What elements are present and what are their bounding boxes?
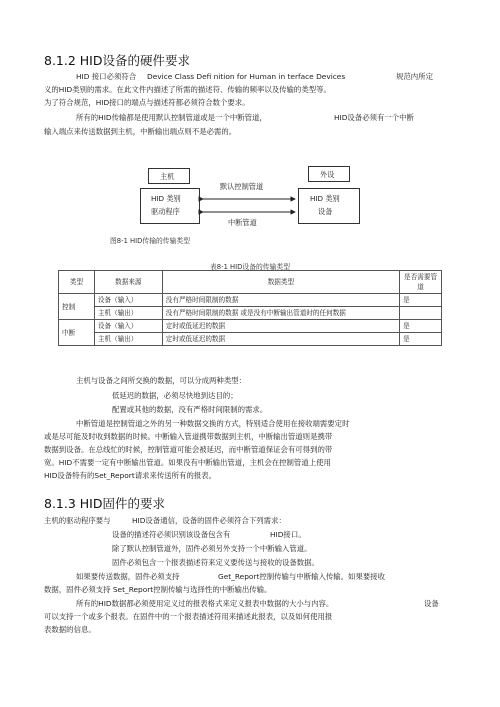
host-driver-line1: HID 类别 [151,194,181,203]
paragraph-line: 输入端点来传送数据到主机，中断输出端点则不是必需的。 [44,127,237,136]
table-row [59,320,442,333]
table-header-row [59,271,442,294]
paragraph-line: 表数据的信息。 [44,625,96,634]
type-cell: 中断 [59,320,95,346]
header-source: 数据来源 [94,271,162,294]
paragraph-line: HID设备通信，设备的固件必须符合下列需求： [132,516,286,525]
data-cell: 没有严格时间限制的数据 [162,294,399,307]
required-cell: 是 [400,320,442,333]
list-item: 配置或其他的数据，没有严格时间限制的需求。 [112,405,268,414]
table-row [59,294,442,307]
paragraph-line: Device Class Defi nition for Human in terface Devices [147,72,346,81]
header-required: 是否需要管道 [400,271,442,294]
table-row [59,307,442,320]
paragraph-line: 宽。HID不需要一定有中断输出管道。如果没有中断输出管道，主机会在控制管道上使用 [44,458,331,467]
data-cell: 没有严格时间限制的数据 或是没有中断输出管道时的任何数据 [162,307,399,320]
header-type: 类型 [59,271,95,294]
source-cell: 设备（输入） [94,294,162,307]
figure-caption: 图8-1 HID传输的传输类型 [110,237,190,245]
paragraph-line: 数据，固件必须支持 Set_Report控制传输与选择性的中断输出传输。 [44,585,272,594]
paragraph-line: 数据到设备。在总线忙的时候，控制管道可能会被延迟，而中断管道保证会有可得到的带 [44,445,333,454]
source-cell: 主机（输出） [94,333,162,346]
device-line2: 设备 [318,207,333,216]
hid-transfer-table [58,270,442,346]
paragraph-line: 可以支持一个或多个报表。在固件中的一个报表描述符用来描述此报表，以及如何使用报 [44,612,333,621]
list-item: 低延迟的数据，必须尽快地到达目的； [112,391,238,400]
paragraph-line: 中断管道是控制管道之外的另一种数据交换的方式，特别适合使用在接收端需要定时 [76,419,350,428]
paragraph-line: 所有的HID传输都是使用默认控制管道或是一个中断管道， [76,113,267,122]
paragraph-line: Get_Report控制传输与中断输入传输。如果要接收 [218,572,386,581]
required-cell: 是 [400,294,442,307]
paragraph-line: 主机与设备之间所交换的数据，可以分成两种类型： [76,376,246,385]
device-line1: HID 类别 [310,194,340,203]
host-label: 主机 [160,172,175,181]
paragraph-line: HID 接口必须符合 [76,72,137,81]
table-caption: 表8-1 HID设备的传输类型 [210,263,290,271]
list-item: HID接口。 [270,530,306,539]
list-item: 固件必须包含一个报表描述符来定义要传送与接收的设备数据。 [112,558,319,567]
paragraph-line: 设备 [424,599,439,608]
header-data-type: 数据类型 [162,271,399,294]
section-heading-8-1-2: 8.1.2 HID设备的硬件要求 [44,53,190,68]
paragraph-line: 规范内所定 [396,72,433,81]
data-cell: 定时或低延迟的数据 [162,333,399,346]
control-pipe-label: 默认控制管道 [220,182,264,191]
source-cell: 设备（输入） [94,320,162,333]
section-heading-8-1-3: 8.1.3 HID固件的要求 [44,496,165,511]
paragraph-line: 为了符合规范，HID接口的端点与描述符都必须符合数个要求。 [44,98,250,107]
type-cell: 控制 [59,294,95,320]
list-item: 除了默认控制管道外，固件必须另外支持一个中断输入管道。 [112,544,312,553]
paragraph-line: 或是尽可能及时收到数据的时候。中断输入管道携带数据到主机，中断输出管道则是携带 [44,432,333,441]
table-row [59,333,442,346]
list-item: 设备的描述符必须识别该设备包含有 [112,530,231,539]
paragraph-line: HID设备必须有一个中断 [334,113,414,122]
paragraph-line: 义的HID类别的需求。在此文件内描述了所需的描述符、传输的频率以及传输的类型等。 [44,85,331,94]
paragraph-line: 如果要传送数据，固件必须支持 [76,572,180,581]
paragraph-line: 所有的HID数据都必须使用定义过的报表格式来定义报表中数据的大小与内容。 [76,599,334,608]
source-cell: 主机（输出） [94,307,162,320]
required-cell: 是 [400,333,442,346]
paragraph-line: HID设备特有的Set_Report请求来传送所有的报表。 [44,471,217,480]
host-driver-line2: 驱动程序 [151,207,180,216]
peripheral-label: 外设 [320,170,335,179]
data-cell: 定时或低延迟的数据 [162,320,399,333]
interrupt-pipe-label: 中断管道 [228,218,257,227]
paragraph-line: 主机的驱动程序要与 [44,516,111,525]
diagram-arrows [0,0,500,260]
required-cell [400,307,442,320]
